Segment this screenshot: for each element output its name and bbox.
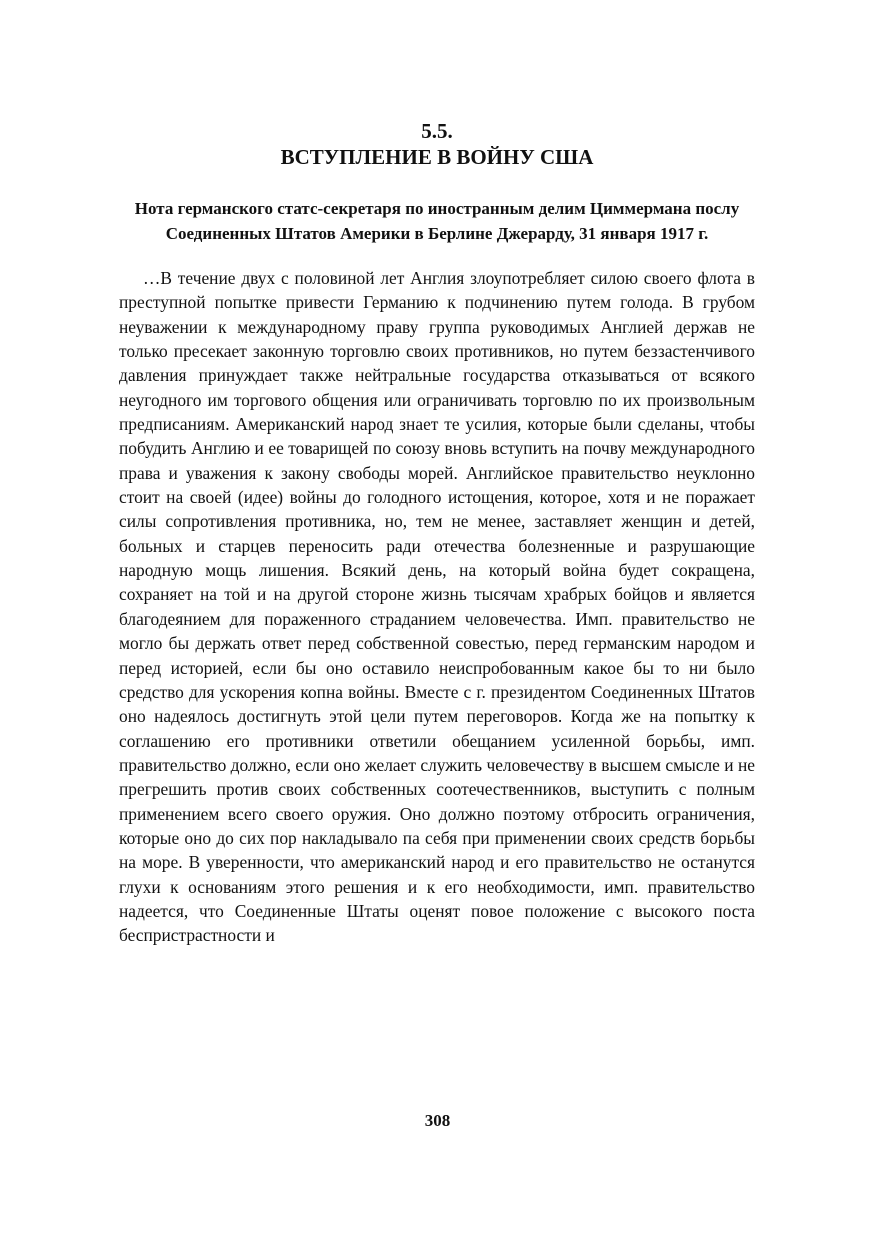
- section-number: 5.5.: [421, 119, 453, 143]
- document-body: …В течение двух с половиной лет Англия злоупотребляет силою своего флота в преступной попытке привести Германию к подчинению путем голода. В грубом неуважении к международному праву группа руководимых Англией держав не только пресекает законную торговлю своих противников, но путем беззастенчивого давления принуждает также нейтральные государства отказываться от всякого неугодного им торгового общения или ограничивать торговлю по их произвольным предписаниям. Американский народ знает те усилия, которые были сделаны, чтобы побудить Англию и ее товарищей по союзу вновь вступить на почву международного права и уважения к закону свободы морей. Английское правительство неуклонно стоит на своей (идее) войны до голодного истощения, которое, хотя и не поражает силы сопротивления противника, но, тем не менее, заставляет женщин и детей, больных и старцев переносить ради отечества болезненные и разрушающие народную мощь лишения. Всякий день, на который война будет сокращена, сохраняет на той и на другой стороне жизнь тысячам храбрых бойцов и является благодеянием для пораженного страданием человечества. Имп. правительство не могло бы держать ответ перед собственной совестью, перед германским народом и перед историей, если бы оно оставило неиспробованным какое бы то ни было средство для ускорения копна войны. Вместе с г. президентом Соединенных Штатов оно надеялось достигнуть этой цели путем переговоров. Когда же на попытку к соглашению его противники ответили обещанием усиленной борьбы, имп. правительство должно, если оно желает служить человечеству в высшем смысле и не прегрешить против своих собственных соотечественников, выступить с полным применением всего своего оружия. Оно должно поэтому отбросить ограничения, которые оно до сих пор накладывало па себя при применении своих средств борьбы на море. В уверенности, что американский народ и его правительство не останутся глухи к основаниям этого решения и к его необходимости, имп. правительство надеется, что Соединенные Штаты оценят повое положение с высокого поста беспристрастности и: [119, 268, 755, 946]
- page-content: [119, 118, 755, 948]
- document-heading: Нота германского статс-секретаря по иностранным делим Циммермана послу Соединенных Штатов Америки в Берлине Джерарду, 31 января 1917 г.: [134, 199, 740, 243]
- section-title: ВСТУПЛЕНИЕ В ВОЙНУ США: [280, 145, 594, 169]
- page-number: 308: [424, 1111, 451, 1130]
